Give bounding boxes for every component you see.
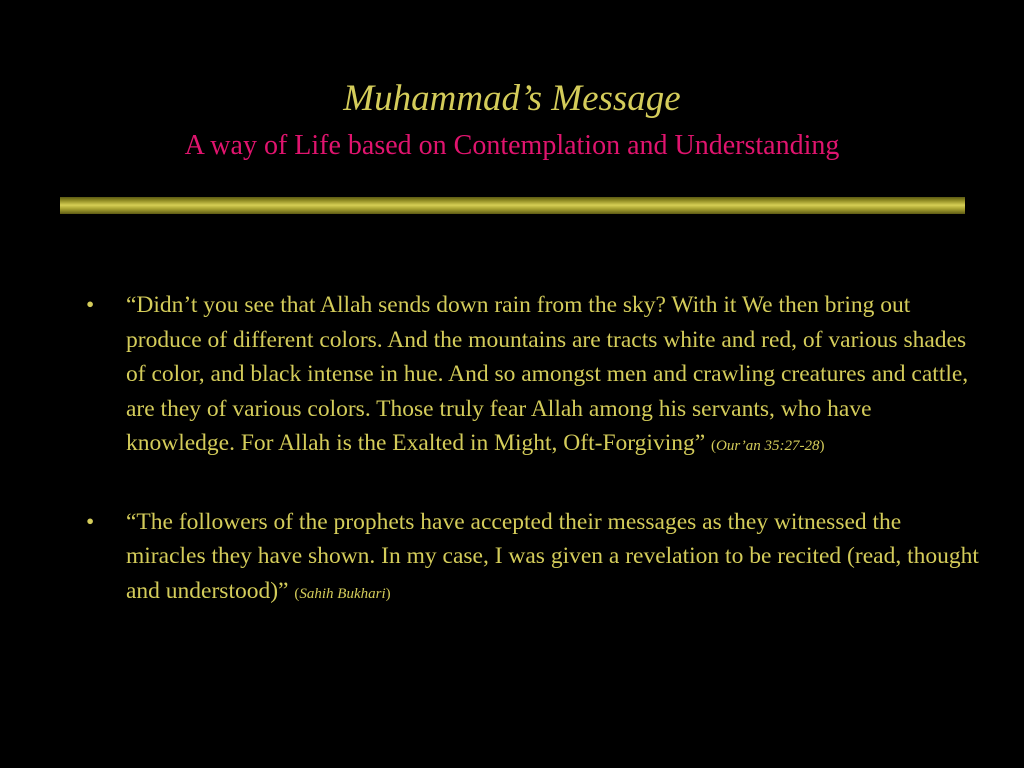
slide-title: Muhammad’s Message — [343, 78, 681, 119]
bullet-list — [84, 288, 979, 611]
title-divider — [60, 197, 965, 214]
bullet-item — [84, 505, 979, 612]
bullet-marker: • — [86, 508, 95, 535]
citation-close-paren: ) — [819, 438, 825, 454]
citation-open-paren: ( — [294, 585, 300, 602]
citation: Our’an 35:27-28 — [716, 438, 820, 454]
citation-open-paren: ( — [711, 438, 717, 454]
bullet-text: “Didn’t you see that Allah sends down rain from the sky? With it We then bring out produce of different colors. And the mountains are tracts white and red, of various shades of color, and black intense in hue. And so amongst men and crawling creatures and cattle, are they of various colors. Those truly fear Allah among his servants, who have knowledge. For Allah is the Exalted in Might, Oft-Forgiving” — [126, 292, 969, 456]
bullet-text: “The followers of the prophets have accepted their messages as they witnessed the miracles they have shown. In my case, I was given a revelation to be recited (read, thought and understood)” — [126, 508, 979, 604]
bullet-marker: • — [86, 292, 95, 318]
citation: Sahih Bukhari — [299, 585, 386, 602]
slide-subtitle: A way of Life based on Contemplation and Understanding — [184, 130, 840, 161]
bullet-item — [84, 288, 979, 464]
citation-close-paren: ) — [385, 585, 391, 602]
